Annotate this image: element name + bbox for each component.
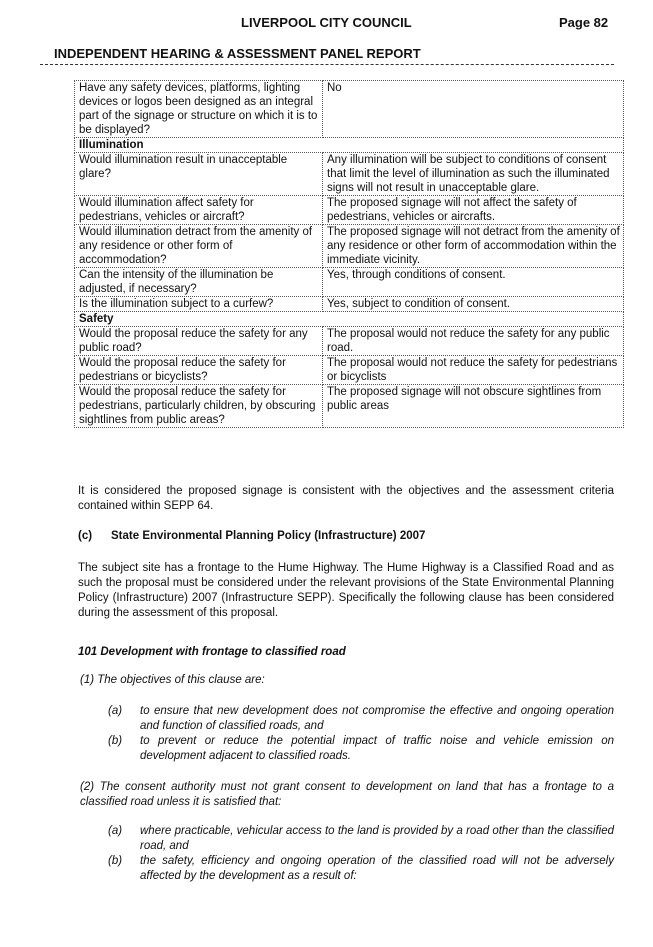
clause-101-heading: 101 Development with frontage to classified road: [78, 646, 346, 658]
clause-2-intro: (2) The consent authority must not grant consent to development on land that has a frontage to a classified road unless it is satisfied that:: [80, 781, 614, 808]
section-c-title: State Environmental Planning Policy (Infrastructure) 2007: [111, 530, 426, 542]
section-c-label: (c): [78, 530, 93, 542]
table-section-row: [75, 138, 624, 153]
table-row: [75, 196, 624, 225]
clause-1-item-a-text: to ensure that new development does not compromise the effective and ongoing operation and function of classified roads, and: [140, 705, 614, 732]
table-answer-cell: The proposal would not reduce the safety for any public road.: [323, 327, 624, 356]
table-row: [75, 356, 624, 385]
clause-1-item-a: [108, 704, 614, 734]
clause-2-item-b: [108, 854, 614, 884]
table-question-cell: Would the proposal reduce the safety for pedestrians or bicyclists?: [75, 356, 323, 385]
table-row: [75, 297, 624, 312]
assessment-table: [74, 80, 624, 428]
clause-2-item-a-text: where practicable, vehicular access to the land is provided by a road other than the classified road, and: [140, 825, 614, 852]
clause-1-intro: (1) The objectives of this clause are:: [80, 674, 265, 686]
table-section-label: Illumination: [75, 138, 624, 153]
table-answer-cell: The proposal would not reduce the safety for pedestrians or bicyclists: [323, 356, 624, 385]
clause-2-item-b-marker: (b): [108, 855, 123, 867]
table-answer-cell: Any illumination will be subject to conditions of consent that limit the level of illumination as such the illuminated signs will not result in unacceptable glare.: [323, 153, 624, 196]
table-question-cell: Would the proposal reduce the safety for pedestrians, particularly children, by obscuring sightlines from public areas?: [75, 385, 323, 428]
table-answer-cell: Yes, through conditions of consent.: [323, 268, 624, 297]
clause-1-item-b: [108, 734, 614, 764]
table-question-cell: Would illumination result in unacceptable glare?: [75, 153, 323, 196]
header-divider: [40, 64, 614, 65]
section-c-heading: [78, 530, 425, 542]
clause-2-item-b-text: the safety, efficiency and ongoing operation of the classified road will not be adversely affected by the development as a result of:: [140, 855, 614, 882]
table-row: [75, 268, 624, 297]
report-title: INDEPENDENT HEARING & ASSESSMENT PANEL REPORT: [54, 46, 421, 61]
table-answer-cell: The proposed signage will not affect the safety of pedestrians, vehicles or aircrafts.: [323, 196, 624, 225]
table-question-cell: Would the proposal reduce the safety for any public road?: [75, 327, 323, 356]
table-row: [75, 385, 624, 428]
table-question-cell: Would illumination detract from the amenity of any residence or other form of accommodation?: [75, 225, 323, 268]
table-section-row: [75, 312, 624, 327]
clause-1-item-b-marker: (b): [108, 735, 123, 747]
table-question-cell: Have any safety devices, platforms, lighting devices or logos been designed as an integral part of the signage or structure on which it is to be displayed?: [75, 81, 323, 138]
clause-2-item-a-marker: (a): [108, 825, 123, 837]
table-question-cell: Would illumination affect safety for pedestrians, vehicles or aircraft?: [75, 196, 323, 225]
section-c-paragraph: The subject site has a frontage to the Hume Highway. The Hume Highway is a Classified Road and as such the proposal must be considered under the relevant provisions of the State Environmental Planning Policy (Infrastructure) 2007 (Infrastructure SEPP). Specifically the following clause has been considered during the assessment of this proposal.: [78, 562, 614, 619]
table-answer-cell: No: [323, 81, 624, 138]
table-answer-cell: Yes, subject to condition of consent.: [323, 297, 624, 312]
conclusion-paragraph: It is considered the proposed signage is consistent with the objectives and the assessment criteria contained within SEPP 64.: [78, 485, 614, 512]
council-name: LIVERPOOL CITY COUNCIL: [241, 15, 412, 30]
table-row: [75, 153, 624, 196]
table-row: [75, 327, 624, 356]
page-number: Page 82: [559, 15, 609, 30]
table-row: [75, 81, 624, 138]
table-answer-cell: The proposed signage will not detract from the amenity of any residence or other form of accommodation within the immediate vicinity.: [323, 225, 624, 268]
clause-1-item-a-marker: (a): [108, 705, 123, 717]
clause-1-item-b-text: to prevent or reduce the potential impact of traffic noise and vehicle emission on development adjacent to classified roads.: [140, 735, 614, 762]
table-question-cell: Is the illumination subject to a curfew?: [75, 297, 323, 312]
table-row: [75, 225, 624, 268]
table-section-label: Safety: [75, 312, 624, 327]
clause-2-item-a: [108, 824, 614, 854]
table-answer-cell: The proposed signage will not obscure sightlines from public areas: [323, 385, 624, 428]
table-question-cell: Can the intensity of the illumination be adjusted, if necessary?: [75, 268, 323, 297]
